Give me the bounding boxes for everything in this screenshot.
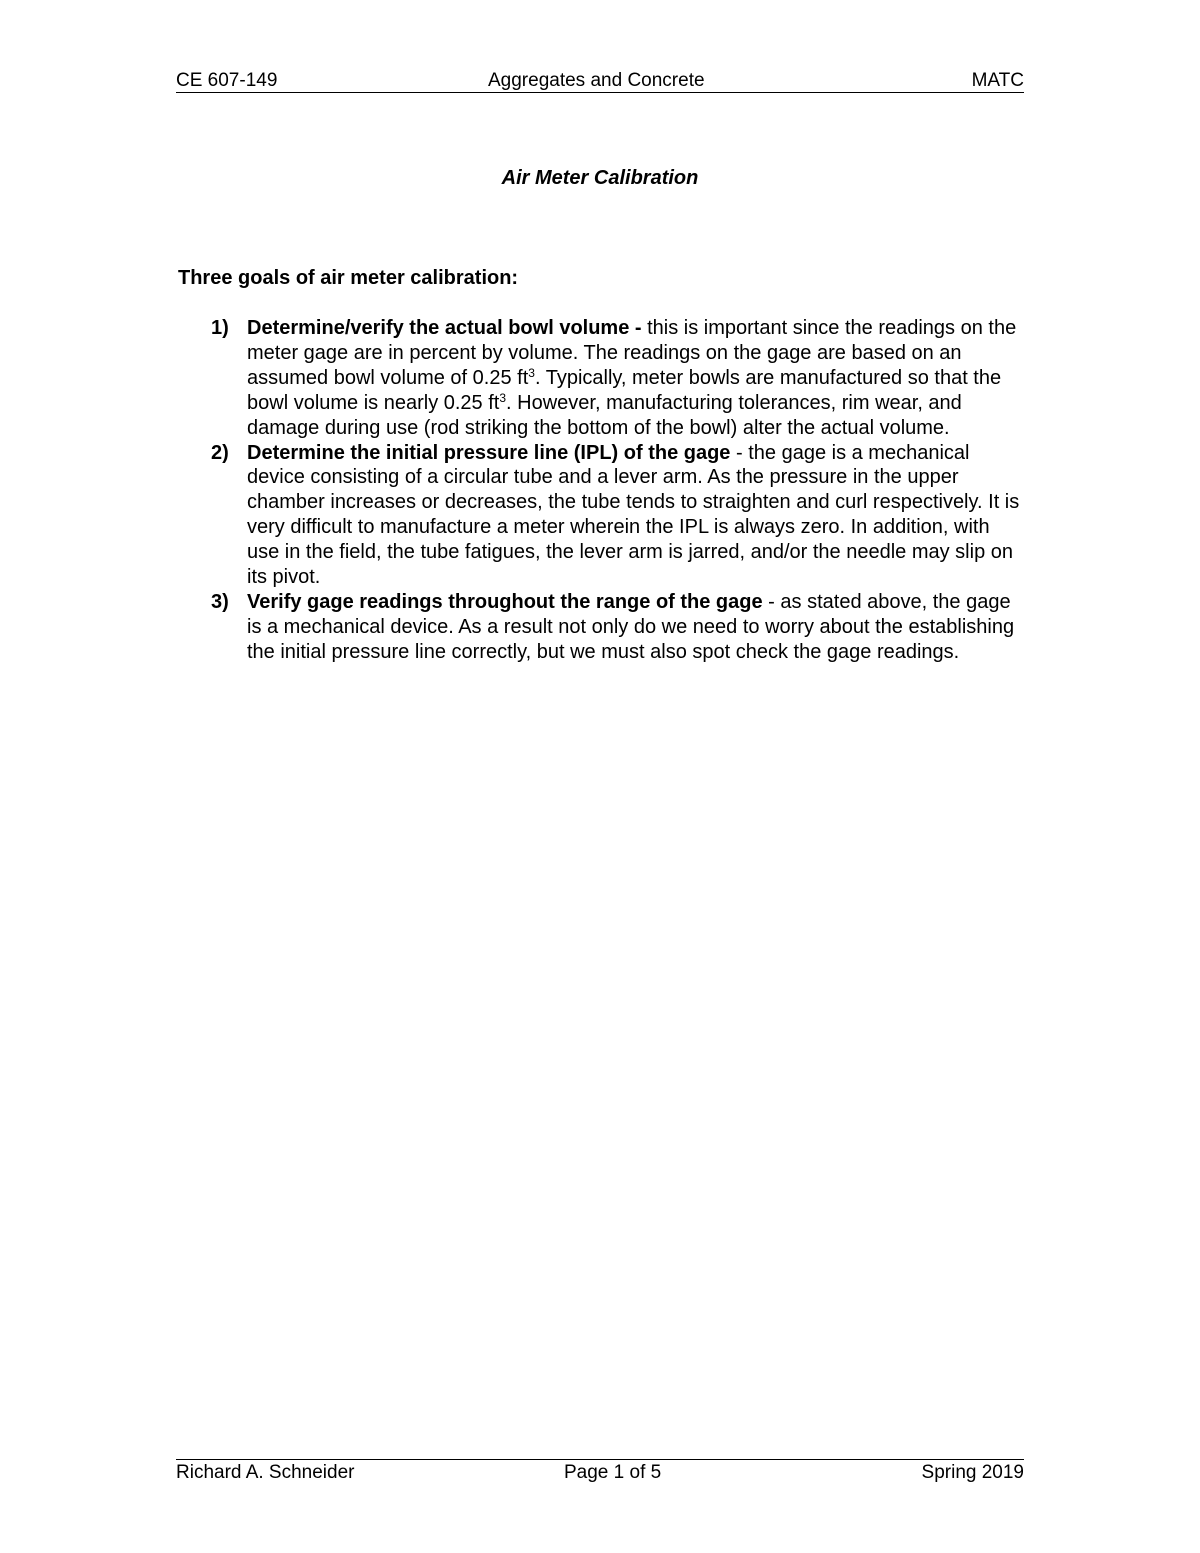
- header-course: CE 607-149: [176, 70, 278, 91]
- header-org: MATC: [971, 70, 1024, 91]
- goal-number: 3): [211, 590, 229, 613]
- superscript: 3: [528, 365, 535, 380]
- goal-lead: Determine/verify the actual bowl volume -: [247, 317, 642, 339]
- goal-text: - the gage is a mechanical device consisting of a circular tube and a lever arm. As the pressure in the upper chamber increases or decreases, the tube tends to straighten and curl respectively. It is very difficult to manufacture a meter wherein the IPL is always zero. In addition, with use in the field, the tube fatigues, the lever arm is jarred, and/or the needle may slip on its pivot.: [247, 441, 1020, 589]
- footer-term: Spring 2019: [921, 1462, 1024, 1483]
- page-header: [176, 70, 1024, 93]
- goal-lead: Determine the initial pressure line (IPL) of the gage: [247, 441, 731, 464]
- goal-item-1: [211, 316, 1027, 441]
- superscript: 3: [499, 390, 507, 405]
- goal-text: . Typically, meter bowls are manufactured so that the bowl volume is nearly 0.25 ft: [247, 366, 1002, 414]
- goal-text: . However, manufacturing tolerances, rim wear, and damage during use (rod striking the bottom of the bowl) alter the actual volume.: [247, 391, 962, 439]
- goal-number: 2): [211, 441, 229, 464]
- section-heading: Three goals of air meter calibration:: [178, 267, 519, 289]
- page-footer: [176, 1459, 1024, 1484]
- header-subject: Aggregates and Concrete: [488, 70, 705, 91]
- document-title: Air Meter Calibration: [501, 167, 699, 189]
- goal-item-3: [211, 590, 1027, 665]
- goal-text: this is important since the readings on the meter gage are in percent by volume. The readings on the gage are based on an assumed bowl volume of 0.25 ft: [247, 317, 1017, 389]
- goal-item-2: [211, 441, 1027, 590]
- footer-author: Richard A. Schneider: [176, 1462, 355, 1483]
- goal-number: 1): [211, 317, 229, 339]
- goal-text: - as stated above, the gage is a mechanical device. As a result not only do we need to worry about the establishing the initial pressure line correctly, but we must also spot check the gage readings.: [247, 590, 1015, 663]
- goal-lead: Verify gage readings throughout the range of the gage: [247, 590, 763, 613]
- goals-list: [211, 316, 1027, 665]
- footer-page-number: Page 1 of 5: [564, 1462, 662, 1483]
